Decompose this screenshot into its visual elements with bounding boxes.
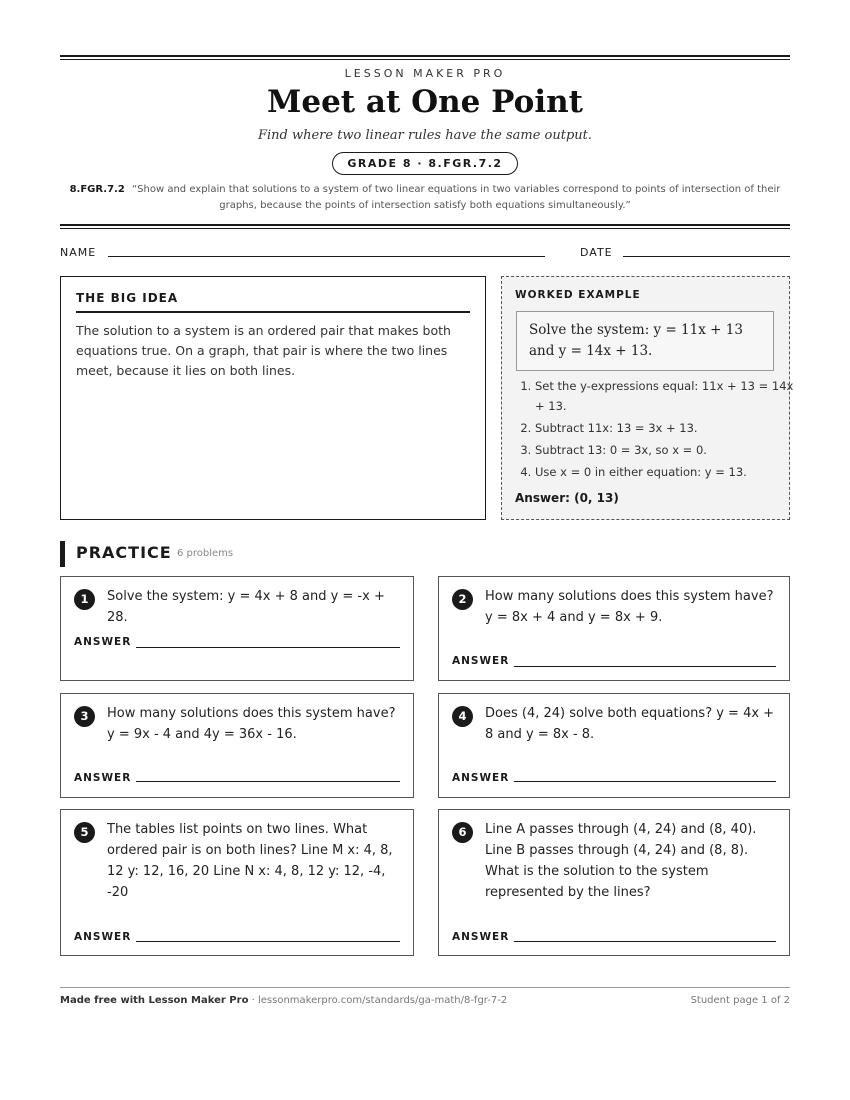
worked-example-answer: Answer: (0, 13) — [515, 491, 619, 505]
answer-label: ANSWER — [74, 931, 132, 943]
standard-text: “Show and explain that solutions to a system of two linear equations in two variables correspond to points of intersection of their graphs, because the points of intersection satisfy both equations simultaneously.” — [131, 184, 781, 211]
practice-title: PRACTICE — [76, 543, 172, 562]
answer-label: ANSWER — [452, 772, 510, 784]
standard-description — [60, 182, 790, 214]
page-subtitle: Find where two linear rules have the same output. — [257, 128, 593, 143]
problem-question: Solve the system: y = 4x + 8 and y = -x + 28. — [107, 589, 385, 625]
problem-number-badge: 6 — [452, 822, 473, 843]
answer-label: ANSWER — [74, 772, 132, 784]
footer-rule — [60, 987, 790, 988]
page-title: Meet at One Point — [267, 84, 583, 120]
worked-step: 2. Subtract 11x: 13 = 3x + 13. — [535, 418, 800, 438]
answer-field[interactable] — [514, 781, 776, 782]
big-idea-heading: THE BIG IDEA — [76, 291, 470, 313]
answer-label: ANSWER — [74, 636, 132, 648]
answer-field[interactable] — [514, 666, 776, 667]
name-label: NAME — [60, 246, 97, 259]
header-bottom-rule-thin — [60, 228, 790, 229]
worked-example-heading: WORKED EXAMPLE — [515, 289, 641, 301]
big-idea-box — [60, 276, 486, 520]
answer-field[interactable] — [136, 647, 400, 648]
worked-step: 1. Set the y-expressions equal: 11x + 13 = 14x + 13. — [535, 376, 800, 416]
worked-example-problem: Solve the system: y = 11x + 13 and y = 14x + 13. — [516, 311, 774, 371]
grade-badge: GRADE 8 · 8.FGR.7.2 — [332, 152, 517, 175]
problem-card-5 — [60, 809, 414, 956]
answer-field[interactable] — [514, 941, 776, 942]
header-top-rule-thin — [60, 59, 790, 60]
footer-url[interactable]: lessonmakerpro.com/standards/ga-math/8-fgr-7-2 — [257, 995, 508, 1006]
footer-credit — [60, 995, 507, 1006]
worked-example-steps — [515, 376, 800, 484]
problem-number-badge: 1 — [74, 589, 95, 610]
problem-number-badge: 2 — [452, 589, 473, 610]
footer-made-with: Made free with Lesson Maker Pro — [60, 995, 249, 1006]
problem-card-6 — [438, 809, 790, 956]
problem-card-2 — [438, 576, 790, 681]
problem-question: How many solutions does this system have? y = 8x + 4 and y = 8x + 9. — [485, 589, 774, 625]
footer-page-number: Student page 1 of 2 — [690, 995, 790, 1006]
header-bottom-rule — [60, 224, 790, 226]
answer-label: ANSWER — [452, 655, 510, 667]
answer-field[interactable] — [136, 781, 400, 782]
name-field[interactable] — [108, 256, 545, 257]
brand-name: LESSON MAKER PRO — [344, 67, 506, 80]
header-top-rule — [60, 55, 790, 57]
problem-card-4 — [438, 693, 790, 798]
problem-question: How many solutions does this system have? y = 9x - 4 and 4y = 36x - 16. — [107, 706, 396, 742]
practice-count: 6 problems — [177, 548, 234, 559]
date-label: DATE — [580, 246, 613, 259]
date-field[interactable] — [623, 256, 790, 257]
big-idea-body: The solution to a system is an ordered pair that makes both equations true. On a graph, that pair is where the two lines meet, because it lies on both lines. — [76, 323, 451, 378]
problem-number-badge: 3 — [74, 706, 95, 727]
problem-question: Line A passes through (4, 24) and (8, 40). Line B passes through (4, 24) and (8, 8). What is the solution to the system represented by the lines? — [485, 822, 757, 900]
problem-card-1 — [60, 576, 414, 681]
footer-separator: · — [248, 995, 258, 1006]
worked-step: 4. Use x = 0 in either equation: y = 13. — [535, 462, 800, 482]
practice-accent-bar — [60, 541, 65, 567]
standard-code: 8.FGR.7.2 — [69, 184, 125, 195]
problem-question: Does (4, 24) solve both equations? y = 4x + 8 and y = 8x - 8. — [485, 706, 775, 742]
worked-example-box — [501, 276, 794, 520]
problem-number-badge: 5 — [74, 822, 95, 843]
answer-label: ANSWER — [452, 931, 510, 943]
worked-step: 3. Subtract 13: 0 = 3x, so x = 0. — [535, 440, 800, 460]
problem-number-badge: 4 — [452, 706, 473, 727]
problem-card-3 — [60, 693, 414, 798]
answer-field[interactable] — [136, 941, 400, 942]
problem-question: The tables list points on two lines. What ordered pair is on both lines? Line M x: 4, 8, 12 y: 12, 16, 20 Line N x: 4, 8, 12 y: 12, -4, -20 — [107, 822, 393, 900]
